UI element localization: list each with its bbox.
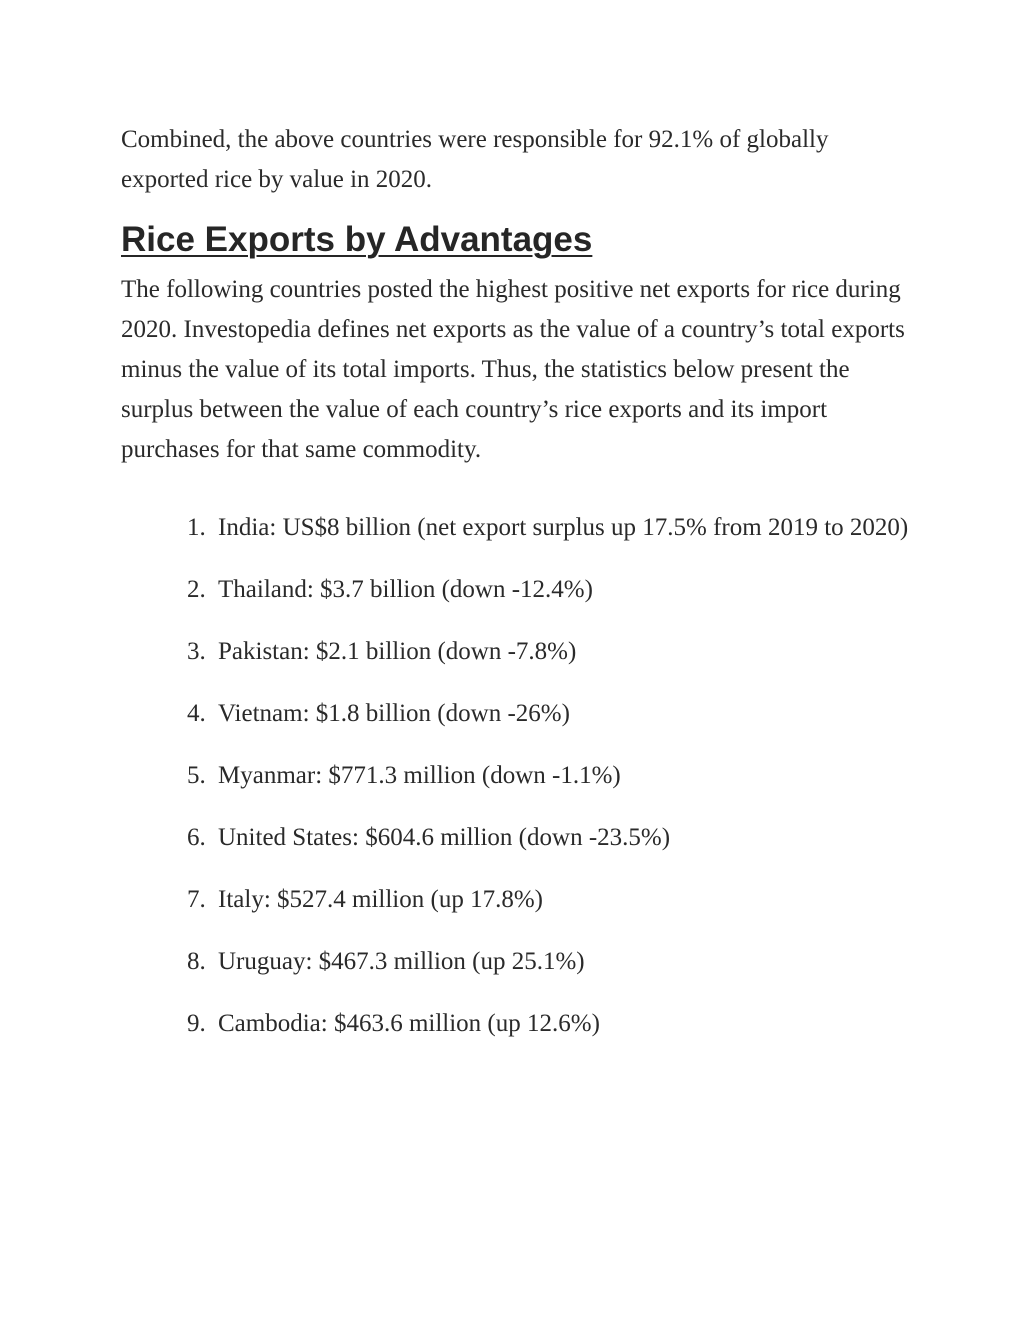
- list-item-number: 9.: [187, 1010, 206, 1037]
- list-item-text: Vietnam: $1.8 billion (down -26%): [218, 700, 570, 727]
- list-item-number: 8.: [187, 948, 206, 975]
- list-item-number: 2.: [187, 576, 206, 603]
- body-paragraph: The following countries posted the highest positive net exports for rice during 2020. Investopedia defines net exports as the value of a country’s total exports minus the value of its total imports. Thus, the statistics below present the surplus between the value of each country’s rice exports and its import purchases for that same commodity.: [121, 276, 905, 463]
- document-page: [121, 120, 911, 1066]
- list-item-text: Cambodia: $463.6 million (up 12.6%): [218, 1010, 600, 1037]
- list-item: [121, 942, 911, 982]
- list-item-number: 3.: [187, 638, 206, 665]
- list-item-text: India: US$8 billion (net export surplus up 17.5% from 2019 to 2020): [218, 514, 909, 541]
- list-item-text: Italy: $527.4 million (up 17.8%): [218, 886, 543, 913]
- list-item: [121, 818, 911, 858]
- list-item-text: Uruguay: $467.3 million (up 25.1%): [218, 948, 585, 975]
- list-item: [121, 508, 911, 548]
- rice-exports-list: [121, 508, 911, 1044]
- list-item: [121, 756, 911, 796]
- list-item-number: 5.: [187, 762, 206, 789]
- list-item: [121, 570, 911, 610]
- list-item: [121, 632, 911, 672]
- list-item-text: United States: $604.6 million (down -23.5%): [218, 824, 671, 851]
- intro-paragraph: Combined, the above countries were responsible for 92.1% of globally exported rice by value in 2020.: [121, 126, 829, 193]
- list-item-text: Myanmar: $771.3 million (down -1.1%): [218, 762, 621, 789]
- list-item: [121, 880, 911, 920]
- list-item-text: Pakistan: $2.1 billion (down -7.8%): [218, 638, 577, 665]
- list-item-text: Thailand: $3.7 billion (down -12.4%): [218, 576, 593, 603]
- list-item-number: 7.: [187, 886, 206, 913]
- list-item: [121, 1004, 911, 1044]
- section-heading: Rice Exports by Advantages: [121, 220, 593, 259]
- list-item-number: 1.: [187, 514, 206, 541]
- list-item-number: 6.: [187, 824, 206, 851]
- list-item: [121, 694, 911, 734]
- list-item-number: 4.: [187, 700, 206, 727]
